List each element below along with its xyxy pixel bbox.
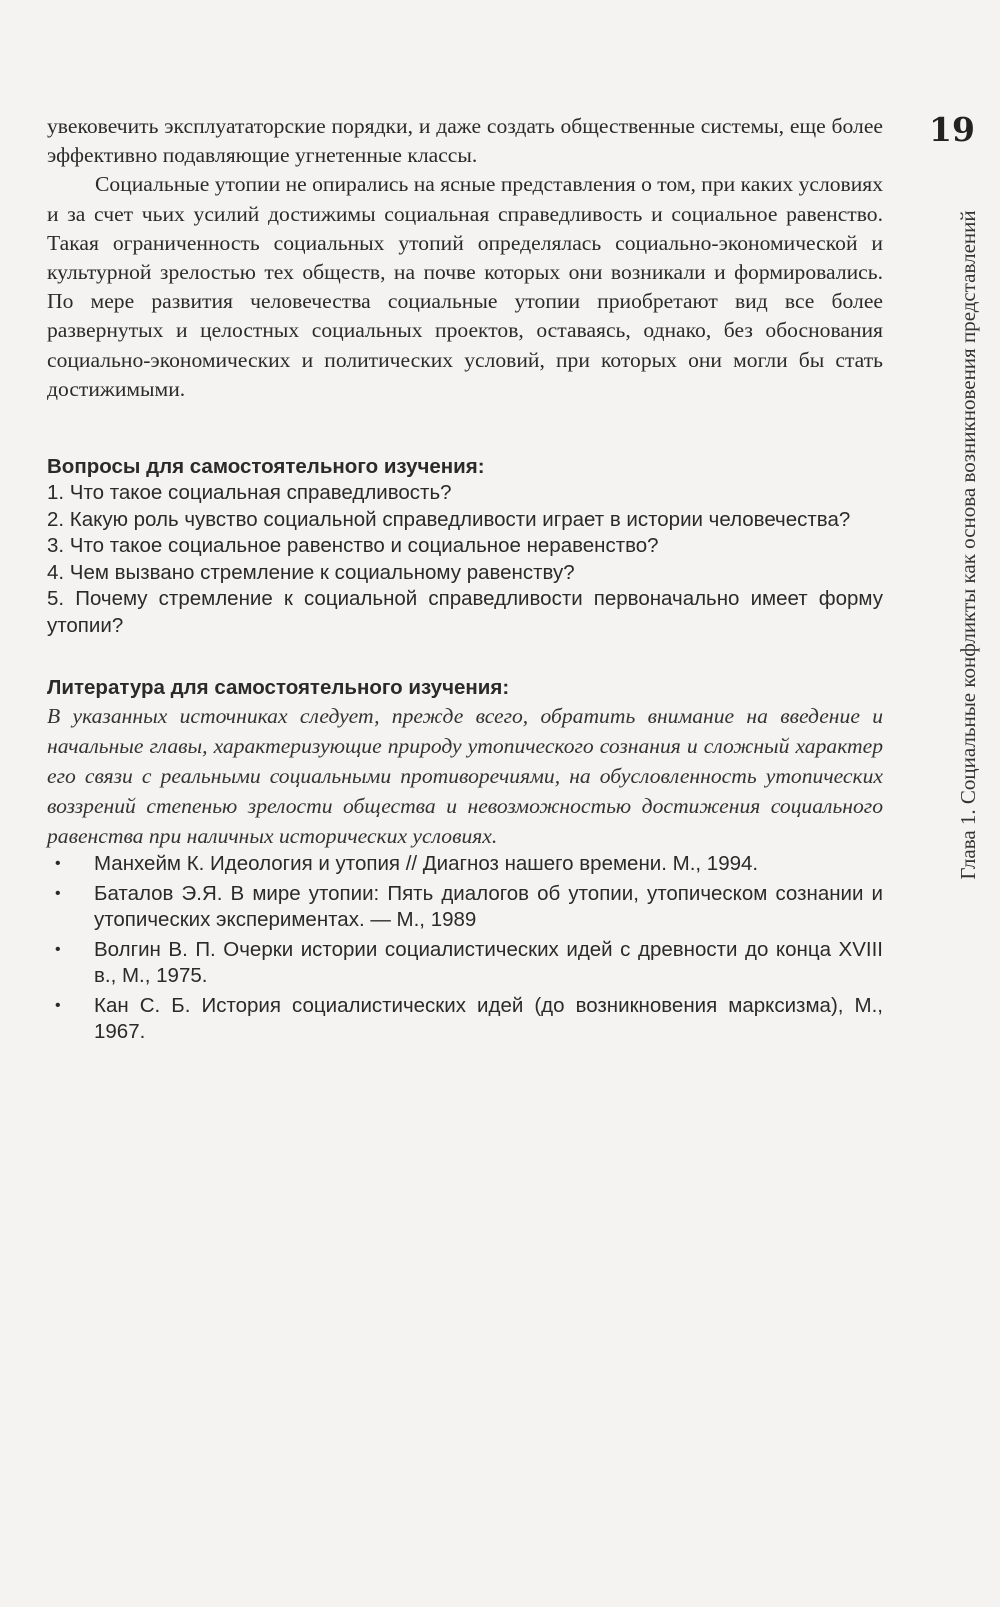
question-item: 3. Что такое социальное равенство и социальное неравенство?: [47, 534, 659, 558]
body-paragraph-continuation: увековечить эксплуататорские порядки, и даже создать общественные системы, еще более эффективно подавляющие угнетенные классы.: [47, 114, 883, 168]
literature-item-text: Волгин В. П. Очерки истории социалистических идей с древности до конца XVIII в., М., 1975.: [94, 937, 883, 988]
page-number: 19: [929, 110, 975, 149]
questions-heading: Вопросы для самостоятельного изучения:: [47, 455, 485, 479]
questions-list: [47, 480, 883, 639]
question-item: 1. Что такое социальная справедливость?: [47, 481, 452, 505]
page-body: [47, 112, 883, 1049]
literature-heading: Литература для самостоятельного изучения:: [47, 676, 510, 700]
bullet-icon: •: [55, 996, 61, 1014]
literature-item: [47, 881, 883, 934]
running-head: Глава 1. Социальные конфликты как основа возникновения представлений: [956, 210, 980, 880]
question-item: 4. Чем вызвано стремление к социальному равенству?: [47, 560, 575, 584]
literature-list: [47, 851, 883, 1046]
literature-item-text: Манхейм К. Идеология и утопия // Диагноз нашего времени. М., 1994.: [94, 852, 759, 876]
question-item: 5. Почему стремление к социальной справедливости первоначально имеет форму утопии?: [47, 587, 883, 637]
literature-item: [47, 851, 883, 878]
literature-item-text: Баталов Э.Я. В мире утопии: Пять диалогов об утопии, утопическом сознании и утопических экспериментах. — М., 1989: [94, 881, 883, 932]
question-item: 2. Какую роль чувство социальной справедливости играет в истории человечества?: [47, 507, 851, 531]
literature-item: [47, 937, 883, 990]
literature-note: В указанных источниках следует, прежде всего, обратить внимание на введение и начальные главы, характеризующие природу утопического сознания и сложный характер его связи с реальными социальными противоречиями, на обусловленность утопических воззрений степенью зрелости общества и невозможностью достижения социального равенства при наличных исторических условиях.: [47, 704, 883, 849]
literature-item: [47, 993, 883, 1046]
bullet-icon: •: [55, 940, 61, 958]
bullet-icon: •: [55, 855, 61, 873]
body-paragraph: Социальные утопии не опирались на ясные представления о том, при каких условиях и за счет чьих усилий достижимы социальная справедливость и социальное равенство. Такая ограниченность социальных утопий определялась социально-экономической и культурной зрелостью тех обществ, на почве которых они возникали и формировались. По мере развития человечества социальные утопии приобретают вид все более развернутых и целостных социальных проектов, оставаясь, однако, без обоснования социально-экономических и политических условий, при которых они могли бы стать достижимыми.: [47, 172, 884, 401]
literature-item-text: Кан С. Б. История социалистических идей (до возникновения марксизма), М., 1967.: [94, 993, 883, 1044]
bullet-icon: •: [55, 884, 61, 902]
